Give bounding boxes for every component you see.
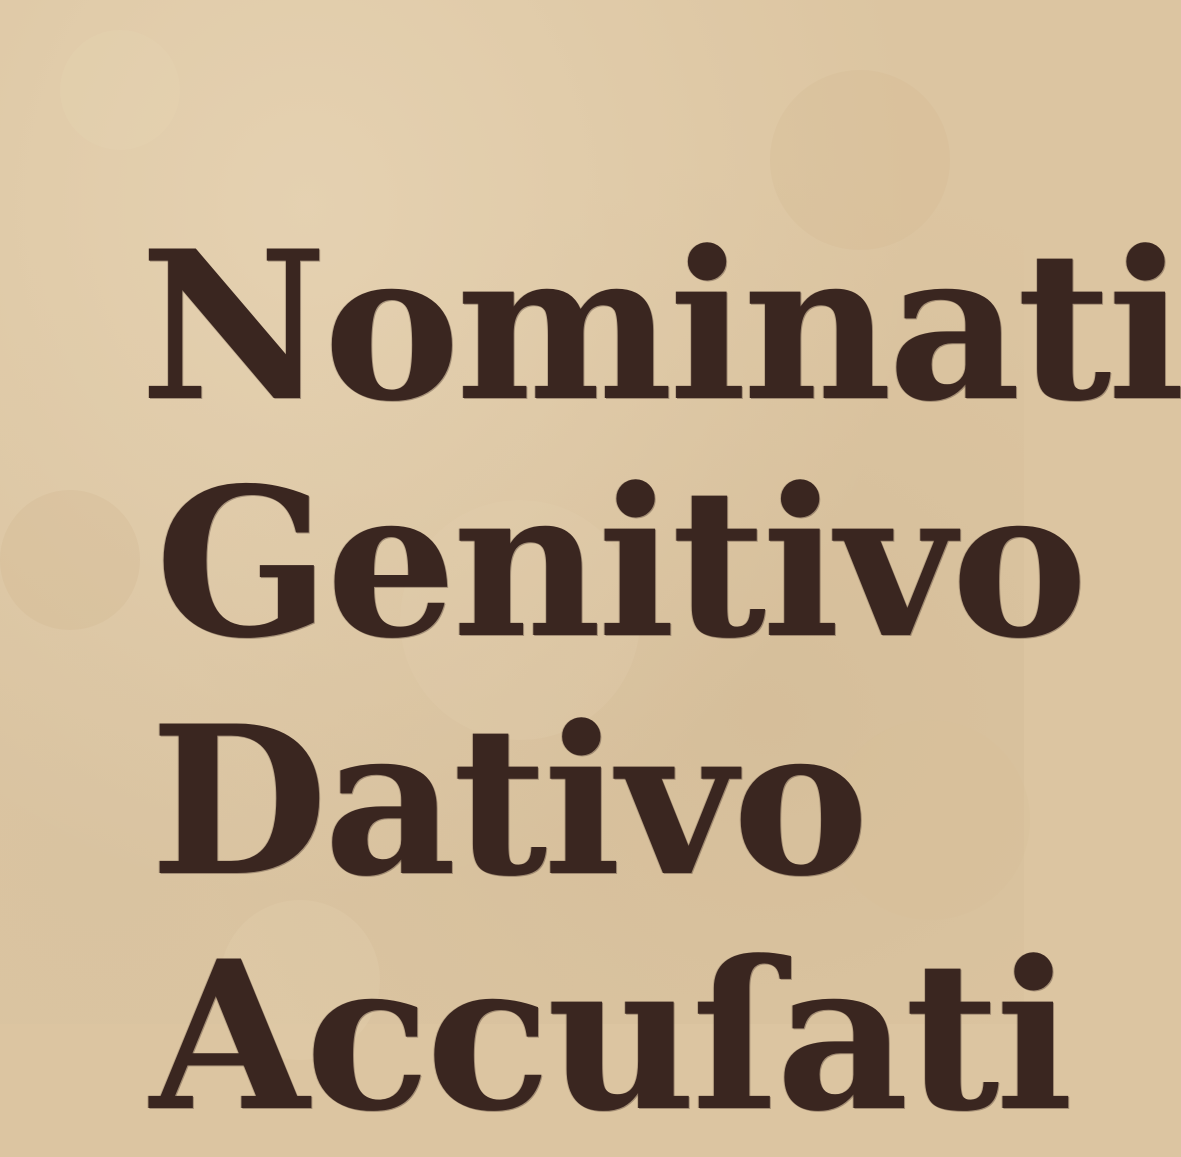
case-label-dative: Dativo	[150, 682, 866, 922]
case-label-accusative: Accuſati	[150, 917, 1070, 1157]
case-label-genitive: Genitivo	[155, 444, 1084, 684]
case-label-nominative: Nominati	[140, 207, 1181, 447]
